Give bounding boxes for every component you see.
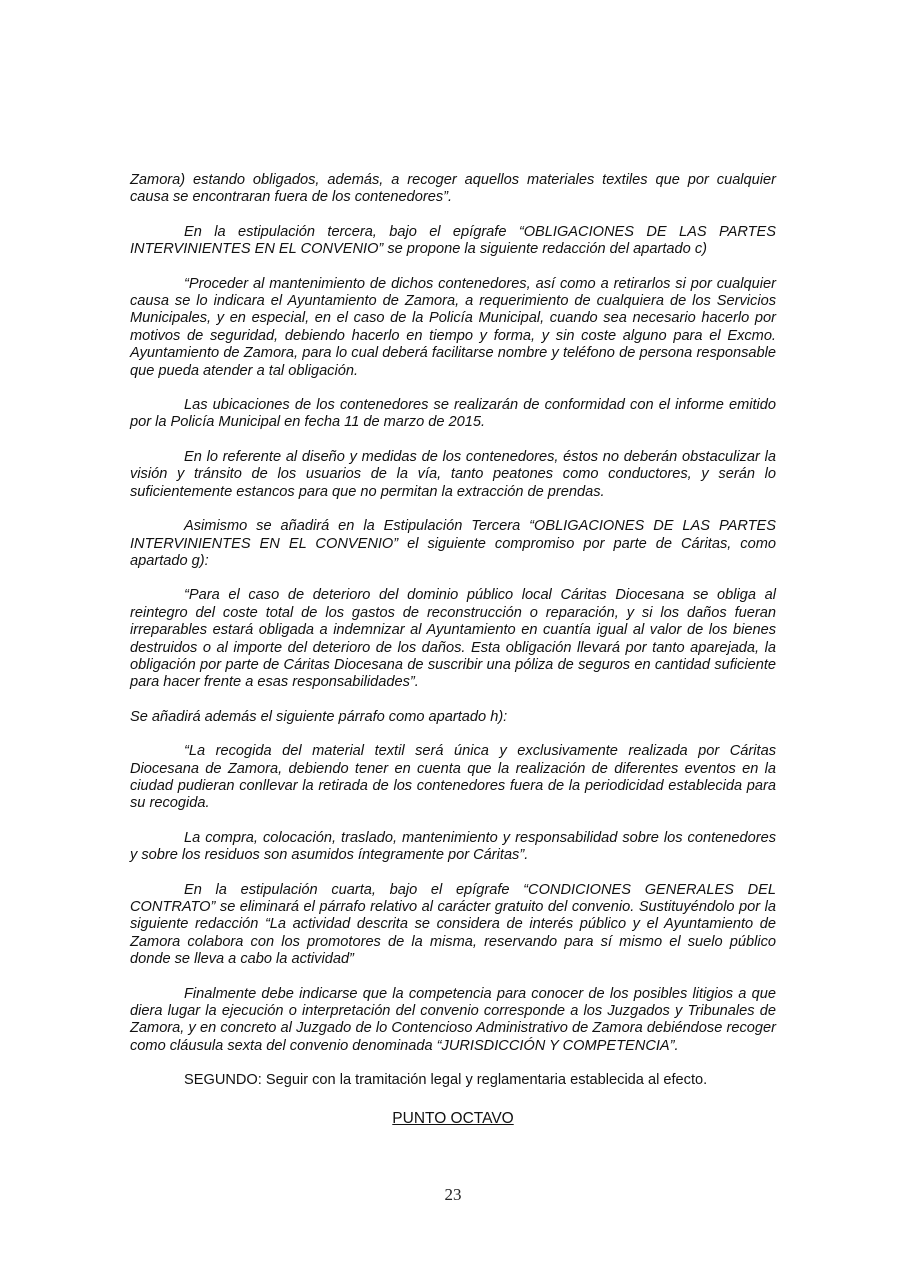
paragraph-4: Las ubicaciones de los contenedores se realizarán de conformidad con el informe emitido por la Policía Municipal en fecha 11 de marzo de 2015. bbox=[130, 397, 776, 431]
paragraph-8: Se añadirá además el siguiente párrafo como apartado h): bbox=[130, 708, 508, 725]
page-number: 23 bbox=[444, 1185, 462, 1204]
paragraph-5: En lo referente al diseño y medidas de los contenedores, éstos no deberán obstaculizar la visión y tránsito de los usuarios de la vía, tanto peatones como conductores, y serán lo suficientemente estancos para que no permitan la extracción de prendas. bbox=[130, 448, 776, 500]
section-heading: PUNTO OCTAVO bbox=[392, 1109, 514, 1127]
paragraph-10: La compra, colocación, traslado, mantenimiento y responsabilidad sobre los contenedores y sobre los residuos son asumidos íntegramente por Cáritas”. bbox=[130, 829, 776, 864]
paragraph-2: En la estipulación tercera, bajo el epígrafe “OBLIGACIONES DE LAS PARTES INTERVINIENTES EN EL CONVENIO” se propone la siguiente redacción del apartado c) bbox=[130, 223, 776, 258]
document-body bbox=[130, 172, 776, 1144]
paragraph-11: En la estipulación cuarta, bajo el epígrafe “CONDICIONES GENERALES DEL CONTRATO” se eliminará el párrafo relativo al carácter gratuito del convenio. Sustituyéndolo por la siguiente redacción “La actividad descrita se considera de interés público y el Ayuntamiento de Zamora colabora con los promotores de la misma, reservando para sí mismo el suelo público donde se lleva a cabo la actividad” bbox=[130, 881, 776, 968]
paragraph-12: Finalmente debe indicarse que la competencia para conocer de los posibles litigios a que diera lugar la ejecución o interpretación del convenio corresponde a los Juzgados y Tribunales de Zamora, y en concreto al Juzgado de lo Contencioso Administrativo de Zamora debiéndose recoger como cláusula sexta del convenio denominada “JURISDICCIÓN Y COMPETENCIA”. bbox=[130, 985, 776, 1054]
paragraph-9: “La recogida del material textil será única y exclusivamente realizada por Cáritas Diocesana de Zamora, debiendo tener en cuenta que la realización de diferentes eventos en la ciudad pudieran conllevar la retirada de los contenedores fuera de la periodicidad establecida para su recogida. bbox=[130, 743, 776, 812]
resolution-second: SEGUNDO: Seguir con la tramitación legal y reglamentaria establecida al efecto. bbox=[184, 1072, 708, 1089]
paragraph-7: “Para el caso de deterioro del dominio público local Cáritas Diocesana se obliga al reintegro del coste total de los gastos de reconstrucción o reparación, y si los daños fueran irreparables estará obligada a indemnizar al Ayuntamiento en cuantía igual al valor de los bienes destruidos o al importe del deterioro de los daños. Esta obligación llevará por tanto aparejada, la obligación por parte de Cáritas Diocesana de suscribir una póliza de seguros en cantidad suficiente para hacer frente a esas responsabilidades”. bbox=[130, 587, 776, 691]
paragraph-3: “Proceder al mantenimiento de dichos contenedores, así como a retirarlos si por cualquier causa se lo indicara el Ayuntamiento de Zamora, a requerimiento de cualquiera de los Servicios Municipales, y en especial, en el caso de la Policía Municipal, cuando sea necesario hacerlo por motivos de seguridad, debiendo hacerlo en tiempo y forma, y sin coste alguno para el Excmo. Ayuntamiento de Zamora, para lo cual deberá facilitarse nombre y teléfono de persona responsable que pueda atender a tal obligación. bbox=[130, 275, 776, 379]
paragraph-1: Zamora) estando obligados, además, a recoger aquellos materiales textiles que por cualquier causa se encontraran fuera de los contenedores”. bbox=[130, 172, 776, 206]
paragraph-6: Asimismo se añadirá en la Estipulación Tercera “OBLIGACIONES DE LAS PARTES INTERVINIENTES EN EL CONVENIO” el siguiente compromiso por parte de Cáritas, como apartado g): bbox=[130, 518, 776, 569]
